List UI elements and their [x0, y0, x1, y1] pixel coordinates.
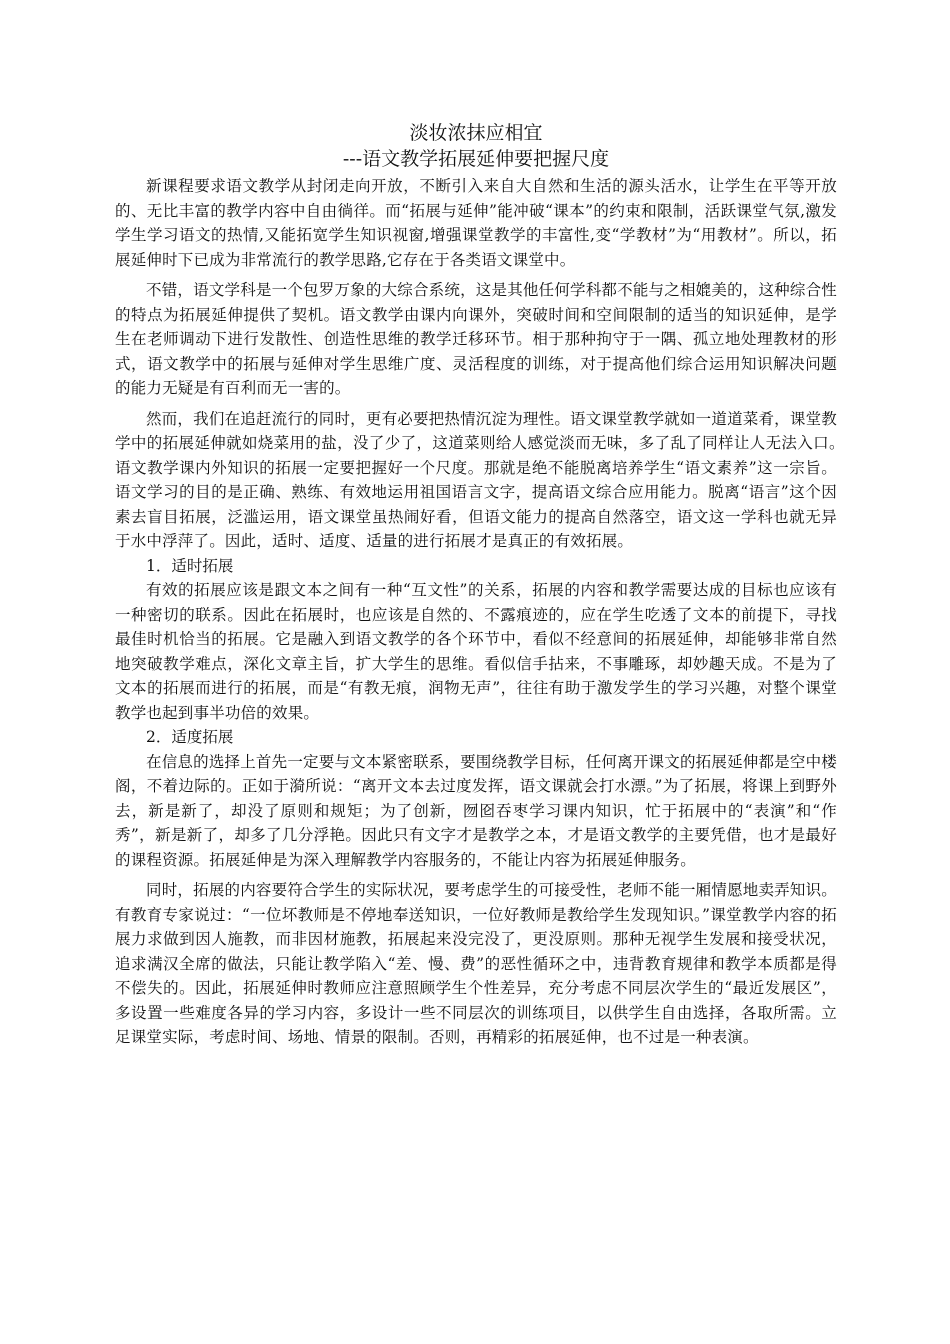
section-heading-timely: 1．适时拓展 [146, 556, 234, 575]
paragraph-moderate-1: 在信息的选择上首先一定要与文本紧密联系，要围绕教学目标，任何离开课文的拓展延伸都是空中楼阁，不着边际的。正如于漪所说：“离开文本去过度发挥，语文课就会打水漂。”为了拓展，将课上到野外去，新是新了，却没了原则和规矩；为了创新，囫囵吞枣学习课内知识，忙于拓展中的“表演”和“作秀”，新是新了，却多了几分浮艳。因此只有文字才是教学之本，才是语文教学的主要凭借，也才是最好的课程资源。拓展延伸是为深入理解教学内容服务的，不能让内容为拓展延伸服务。 [115, 752, 837, 869]
document-title: 淡妆浓抹应相宜 [409, 122, 543, 144]
paragraph-moderate-2: 同时，拓展的内容要符合学生的实际状况，要考虑学生的可接受性，老师不能一厢情愿地卖弄知识。有教育专家说过：“一位坏教师是不停地奉送知识，一位好教师是教给学生发现知识。”课堂教学内容的拓展力求做到因人施教，而非因材施教，拓展起来没完没了，更没原则。那种无视学生发展和接受状况，追求满汉全席的做法，只能让教学陷入“差、慢、费”的恶性循环之中，违背教育规律和教学本质都是得不偿失的。因此，拓展延伸时教师应注意照顾学生个性差异，充分考虑不同层次学生的“最近发展区”，多设置一些难度各异的学习内容，多设计一些不同层次的训练项目，以供学生自由选择，各取所需。立足课堂实际，考虑时间、场地、情景的限制。否则，再精彩的拓展延伸，也不过是一种表演。 [115, 881, 837, 1046]
section-heading-moderate: 2．适度拓展 [146, 728, 234, 746]
document-subtitle: ---语文教学拓展延伸要把握尺度 [342, 148, 610, 170]
paragraph-timely: 有效的拓展应该是跟文本之间有一种“互文性”的关系，拓展的内容和教学需要达成的目标也应该有一种密切的联系。因此在拓展时，也应该是自然的、不露痕迹的，应在学生吃透了文本的前提下，寻找最佳时机恰当的拓展。它是融入到语文教学的各个环节中，看似不经意间的拓展延伸，却能够非常自然地突破教学难点，深化文章主旨，扩大学生的思维。看似信手拈来，不事雕琢，却妙趣天成。不是为了文本的拓展而进行的拓展，而是“有教无痕，润物无声”，往往有助于激发学生的学习兴趣，对整个课堂教学也起到事半功倍的效果。 [115, 581, 837, 722]
paragraph-however: 然而，我们在追赶流行的同时，更有必要把热情沉淀为理性。语文课堂教学就如一道道菜肴，课堂教学中的拓展延伸就如烧菜用的盐，没了少了，这道菜则给人感觉淡而无味，多了乱了同样让人无法入口。 语文教学课内外知识的拓展一定要把握好一个尺度。那就是绝不能脱离培养学生“语文素养”这一宗旨。语文学习的目的是正确、熟练、有效地运用祖国语言文字，提高语文综合应用能力。脱离“语言”这个因素去盲目拓展，泛滥运用，语文课堂虽热闹好看，但语文能力的提高自然落空，语文这一学科也就无异于水中浮萍了。因此，适时、适度、适量的进行拓展才是真正的有效拓展。 [115, 409, 853, 550]
document-page [115, 120, 853, 1050]
paragraph-comprehensive: 不错，语文学科是一个包罗万象的大综合系统，这是其他任何学科都不能与之相媲美的，这种综合性的特点为拓展延伸提供了契机。语文教学由课内向课外，突破时间和空间限制的适当的知识延伸，是学生在老师调动下进行发散性、创造性思维的教学迁移环节。相于那种拘守于一隅、孤立地处理教材的形式，语文教学中的拓展与延伸对学生思维广度、灵活程度的训练，对于提高他们综合运用知识解决问题的能力无疑是有百利而无一害的。 [115, 281, 837, 397]
paragraph-intro: 新课程要求语文教学从封闭走向开放，不断引入来自大自然和生活的源头活水，让学生在平等开放的、无比丰富的教学内容中自由徜徉。而“拓展与延伸”能冲破“课本”的约束和限制，活跃课堂气氛,激发学生学习语文的热情,又能拓宽学生知识视窗,增强课堂教学的丰富性,变“学教材”为“用教材”。所以，拓展延伸时下已成为非常流行的教学思路,它存在于各类语文课堂中。 [115, 177, 837, 269]
